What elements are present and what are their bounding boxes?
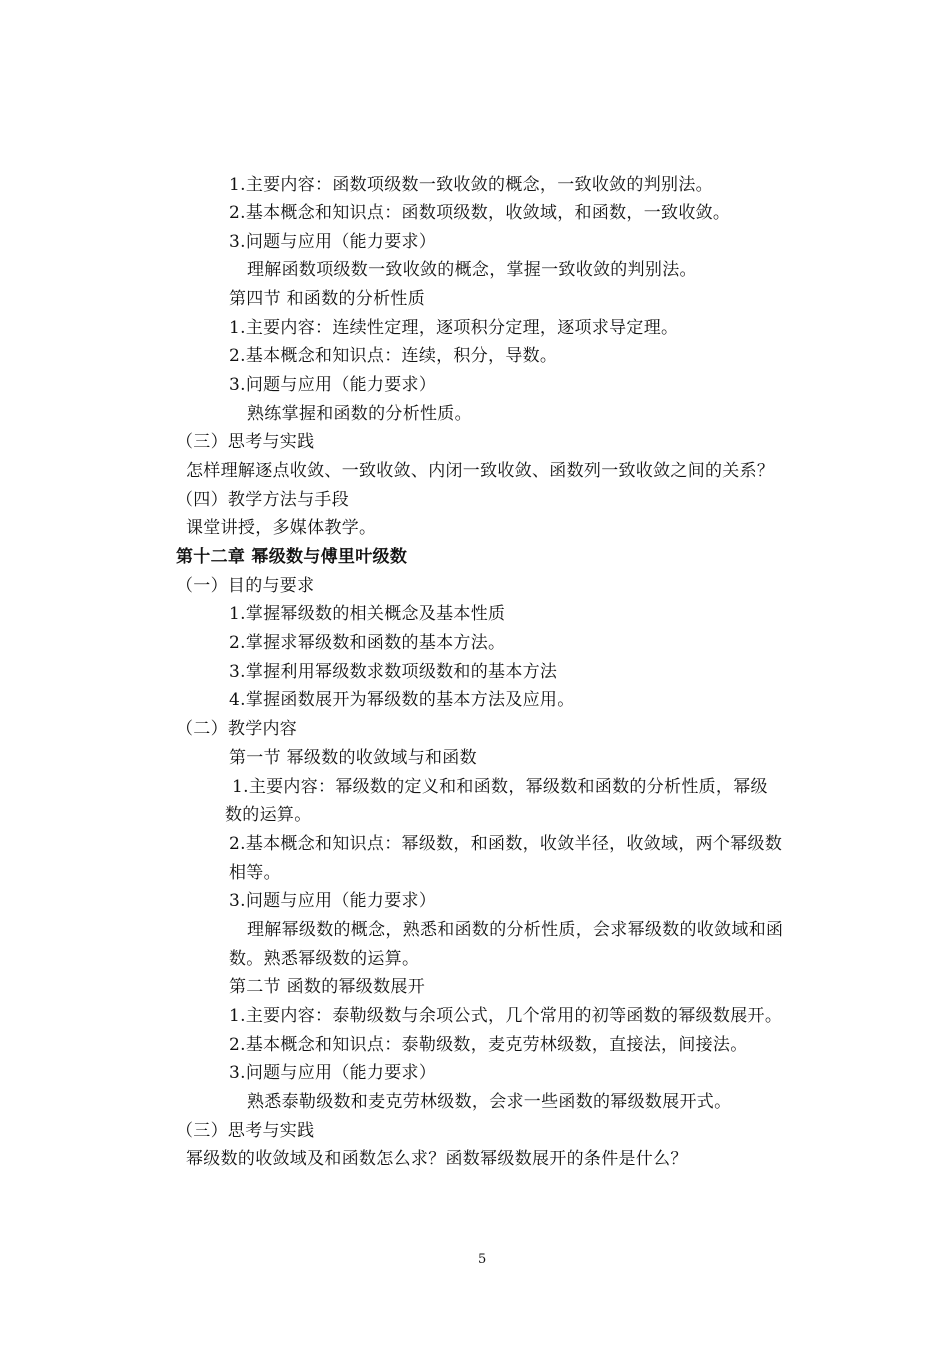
text-line: 1.主要内容：幂级数的定义和和函数，幂级数和函数的分析性质，幂级 xyxy=(232,777,768,797)
text-line: 3.掌握利用幂级数求数项级数和的基本方法 xyxy=(229,662,558,682)
subsection-heading: （三）思考与实践 xyxy=(176,1121,315,1141)
page-number: 5 xyxy=(478,1252,487,1267)
text-line: 3.问题与应用（能力要求） xyxy=(229,891,437,911)
text-line: 课堂讲授，多媒体教学。 xyxy=(186,518,377,538)
text-line: 3.问题与应用（能力要求） xyxy=(229,232,437,252)
text-line: 相等。 xyxy=(229,863,281,883)
text-line: 幂级数的收敛域及和函数怎么求？函数幂级数展开的条件是什么？ xyxy=(186,1149,688,1169)
subsection-heading: （二）教学内容 xyxy=(176,719,298,739)
text-line: 熟悉泰勒级数和麦克劳林级数，会求一些函数的幂级数展开式。 xyxy=(247,1092,732,1112)
text-line: 理解函数项级数一致收敛的概念，掌握一致收敛的判别法。 xyxy=(247,260,697,280)
text-line: 1.掌握幂级数的相关概念及基本性质 xyxy=(229,604,506,624)
text-line: 怎样理解逐点收敛、一致收敛、内闭一致收敛、函数列一致收敛之间的关系？ xyxy=(186,461,775,481)
section-heading: 第一节 幂级数的收敛域与和函数 xyxy=(229,748,477,768)
section-heading: 第四节 和函数的分析性质 xyxy=(229,289,426,309)
subsection-heading: （一）目的与要求 xyxy=(176,576,315,596)
text-line: 2.基本概念和知识点：函数项级数，收敛域，和函数，一致收敛。 xyxy=(229,203,731,223)
text-line: 2.基本概念和知识点：幂级数，和函数，收敛半径，收敛域，两个幂级数 xyxy=(229,834,783,854)
chapter-title: 第十二章 幂级数与傅里叶级数 xyxy=(176,547,408,567)
text-line: 数。熟悉幂级数的运算。 xyxy=(229,949,420,969)
subsection-heading: （四）教学方法与手段 xyxy=(176,490,349,510)
text-line: 1.主要内容：连续性定理，逐项积分定理，逐项求导定理。 xyxy=(229,318,679,338)
subsection-heading: （三）思考与实践 xyxy=(176,432,315,452)
text-line: 3.问题与应用（能力要求） xyxy=(229,1063,437,1083)
text-line: 2.基本概念和知识点：泰勒级数，麦克劳林级数，直接法，间接法。 xyxy=(229,1035,748,1055)
section-heading: 第二节 函数的幂级数展开 xyxy=(229,977,426,997)
text-line: 4.掌握函数展开为幂级数的基本方法及应用。 xyxy=(229,690,575,710)
text-line: 理解幂级数的概念，熟悉和函数的分析性质，会求幂级数的收敛域和函 xyxy=(247,920,784,940)
text-line: 数的运算。 xyxy=(225,805,312,825)
text-line: 1.主要内容：泰勒级数与余项公式，几个常用的初等函数的幂级数展开。 xyxy=(229,1006,783,1026)
text-line: 熟练掌握和函数的分析性质。 xyxy=(247,404,472,424)
text-line: 2.基本概念和知识点：连续，积分，导数。 xyxy=(229,346,558,366)
text-line: 1.主要内容：函数项级数一致收敛的概念，一致收敛的判别法。 xyxy=(229,175,713,195)
text-line: 3.问题与应用（能力要求） xyxy=(229,375,437,395)
text-line: 2.掌握求幂级数和函数的基本方法。 xyxy=(229,633,506,653)
